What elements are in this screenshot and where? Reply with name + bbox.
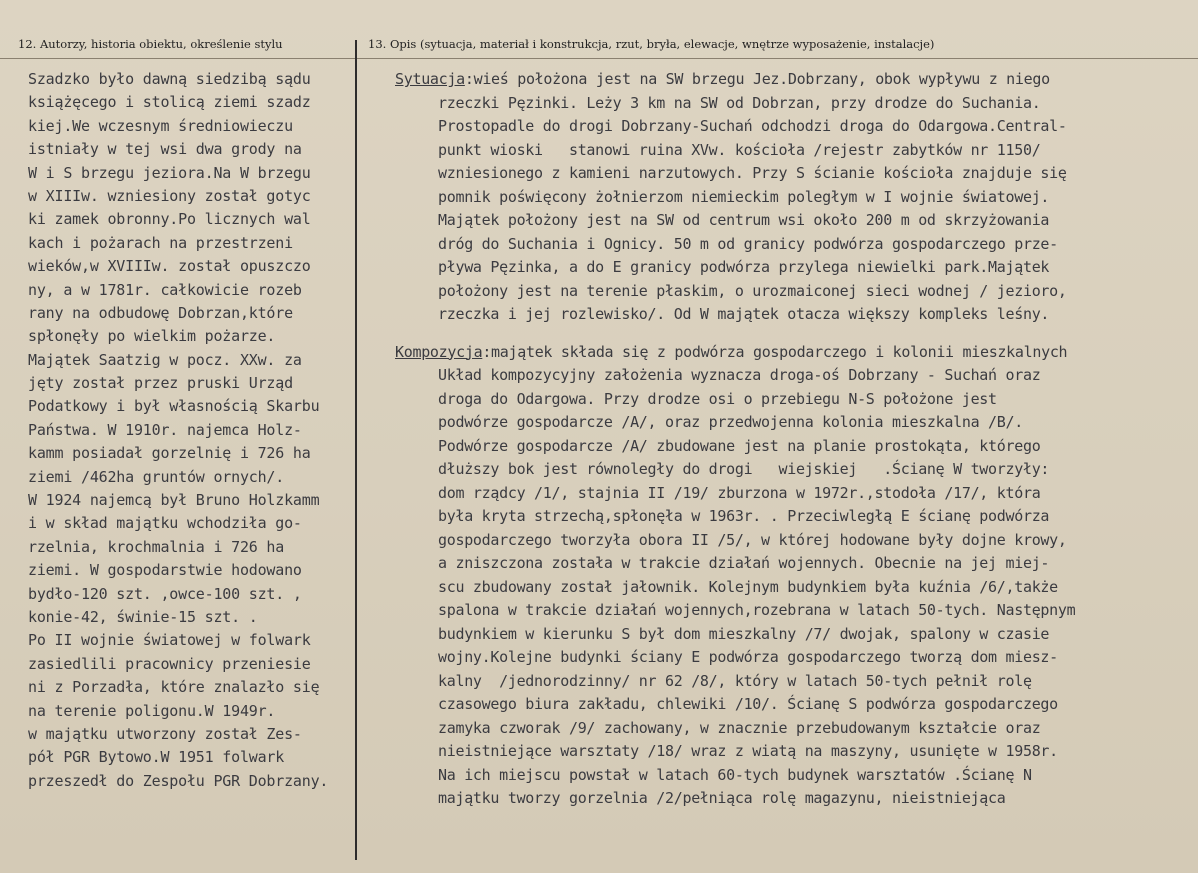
- text-line: w XIIIw. wzniesiony został gotyc: [28, 186, 311, 205]
- situation-lead-text: :wieś położona jest na SW brzegu Jez.Dobrzany, obok wypływu z niego: [464, 70, 1050, 88]
- text-line: kalny /jednorodzinny/ nr 62 /8/, który w latach 50-tych pełnił rolę: [438, 671, 1032, 690]
- text-line: ki zamek obronny.Po licznych wal: [28, 210, 311, 229]
- text-line: była kryta strzechą,spłonęła w 1963r. . Przeciwległą E ścianę podwórza: [438, 507, 1050, 525]
- section-gap: [395, 327, 1195, 341]
- text-line: w majątku utworzony został Zes-: [28, 724, 302, 743]
- text-line: Na ich miejscu powstał w latach 60-tych budynek warsztatów .Ścianę N: [438, 765, 1032, 784]
- header-rule: [0, 58, 1198, 59]
- text-line: jęty został przez pruski Urząd: [28, 374, 293, 393]
- text-line: rzeczka i jej rozlewisko/. Od W majątek otacza większy kompleks leśny.: [438, 305, 1050, 323]
- text-line: wojny.Kolejne budynki ściany E podwórza gospodarczego tworzą dom miesz-: [438, 648, 1058, 666]
- text-line: Majątek Saatzig w pocz. XXw. za: [28, 350, 302, 369]
- text-line: wzniesionego z kamieni narzutowych. Przy S ścianie kościoła znajduje się: [438, 164, 1067, 182]
- situation-heading: Sytuacja: [395, 70, 465, 88]
- text-line: bydło-120 szt. ,owce-100 szt. ,: [28, 584, 302, 603]
- text-line: a zniszczona została w trakcie działań wojennych. Obecnie na jej miej-: [438, 554, 1050, 572]
- left-column-header: 12. Autorzy, historia obiektu, określenie stylu: [18, 37, 283, 51]
- text-line: ziemi /462ha gruntów ornych/.: [28, 467, 285, 486]
- text-line: Po II wojnie światowej w folwark: [28, 631, 311, 650]
- text-line: rzeczki Pęzinki. Leży 3 km na SW od Dobrzan, przy drodze do Suchania.: [438, 93, 1041, 112]
- composition-first-line: [395, 341, 1195, 365]
- text-line: W 1924 najemcą był Bruno Holzkamm: [28, 491, 320, 510]
- composition-lead-text: :majątek składa się z podwórza gospodarczego i kolonii mieszkalnych: [482, 342, 1068, 361]
- text-line: majątku tworzy gorzelnia /2/pełniąca rolę magazynu, nieistniejąca: [438, 789, 1006, 807]
- text-line: Prostopadle do drogi Dobrzany-Suchań odchodzi droga do Odargowa.Central-: [438, 117, 1067, 135]
- text-line: gospodarczego tworzyła obora II /5/, w której hodowane były dojne krowy,: [438, 530, 1067, 549]
- text-line: na terenie poligonu.W 1949r.: [28, 701, 276, 720]
- composition-heading: Kompozycja: [395, 342, 483, 361]
- text-line: podwórze gospodarcze /A/, oraz przedwojenna kolonia mieszkalna /B/.: [438, 413, 1023, 431]
- situation-body: [395, 92, 1195, 327]
- text-line: ny, a w 1781r. całkowicie rozeb: [28, 280, 302, 299]
- text-line: kamm posiadał gorzelnię i 726 ha: [28, 444, 311, 463]
- text-line: i w skład majątku wchodziła go-: [28, 514, 302, 533]
- text-line: droga do Odargowa. Przy drodze osi o przebiegu N-S położone jest: [438, 389, 997, 408]
- text-line: ziemi. W gospodarstwie hodowano: [28, 561, 302, 580]
- text-line: pomnik poświęcony żołnierzom niemieckim poległym w I wojnie światowej.: [438, 187, 1050, 206]
- text-line: dróg do Suchania i Ognicy. 50 m od granicy podwórza gospodarczego prze-: [438, 234, 1058, 253]
- text-line: wieków,w XVIIIw. został opuszczo: [28, 257, 311, 276]
- text-line: Podatkowy i był własnością Skarbu: [28, 397, 320, 416]
- text-line: konie-42, świnie-15 szt. .: [28, 607, 258, 626]
- text-line: kiej.We wczesnym średniowieczu: [28, 116, 293, 135]
- text-line: rzelnia, krochmalnia i 726 ha: [28, 537, 285, 556]
- description-column: [395, 68, 1195, 811]
- text-line: dłuższy bok jest równoległy do drogi wiejskiej .Ścianę W tworzyły:: [438, 460, 1050, 478]
- history-column: [28, 68, 358, 793]
- text-line: rany na odbudowę Dobrzan,które: [28, 303, 293, 322]
- text-line: zasiedlili pracownicy przeniesie: [28, 654, 311, 673]
- text-line: Układ kompozycyjny założenia wyznacza droga-oś Dobrzany - Suchań oraz: [438, 366, 1041, 384]
- text-line: scu zbudowany został jałownik. Kolejnym budynkiem była kuźnia /6/,także: [438, 577, 1058, 596]
- text-line: książęcego i stolicą ziemi szadz: [28, 93, 311, 112]
- text-line: czasowego biura zakładu, chlewiki /10/. Ścianę S podwórza gospodarczego: [438, 695, 1058, 713]
- text-line: spalona w trakcie działań wojennych,rozebrana w latach 50-tych. Następnym: [438, 601, 1076, 619]
- text-line: W i S brzegu jeziora.Na W brzegu: [28, 163, 311, 182]
- right-column-header: 13. Opis (sytuacja, materiał i konstrukcja, rzut, bryła, elewacje, wnętrze wyposażenie, instalacje): [368, 37, 935, 51]
- text-line: ni z Porzadła, które znalazło się: [28, 678, 320, 697]
- text-line: Szadzko było dawną siedzibą sądu: [28, 70, 311, 88]
- text-line: pół PGR Bytowo.W 1951 folwark: [28, 748, 285, 767]
- text-line: położony jest na terenie płaskim, o urozmaiconej sieci wodnej / jezioro,: [438, 281, 1067, 300]
- text-line: istniały w tej wsi dwa grody na: [28, 140, 302, 159]
- text-line: pływa Pęzinka, a do E granicy podwórza przylega niewielki park.Majątek: [438, 258, 1050, 276]
- text-line: kach i pożarach na przestrzeni: [28, 233, 293, 252]
- text-line: Podwórze gospodarcze /A/ zbudowane jest na planie prostokąta, którego: [438, 436, 1041, 455]
- text-line: zamyka czworak /9/ zachowany, w znacznie przebudowanym kształcie oraz: [438, 718, 1041, 737]
- text-line: spłonęły po wielkim pożarze.: [28, 327, 276, 346]
- text-line: przeszedł do Zespołu PGR Dobrzany.: [28, 771, 329, 790]
- text-line: dom rządcy /1/, stajnia II /19/ zburzona w 1972r.,stodoła /17/, która: [438, 483, 1041, 502]
- text-line: punkt wioski stanowi ruina XVw. kościoła /rejestr zabytków nr 1150/: [438, 140, 1041, 159]
- situation-first-line: [395, 68, 1195, 92]
- text-line: nieistniejące warsztaty /18/ wraz z wiatą na maszyny, usunięte w 1958r.: [438, 742, 1058, 760]
- text-line: Państwa. W 1910r. najemca Holz-: [28, 420, 302, 439]
- text-line: budynkiem w kierunku S był dom mieszkalny /7/ dwojak, spalony w czasie: [438, 624, 1050, 643]
- text-line: Majątek położony jest na SW od centrum wsi około 200 m od skrzyżowania: [438, 211, 1050, 229]
- composition-body: [395, 364, 1195, 811]
